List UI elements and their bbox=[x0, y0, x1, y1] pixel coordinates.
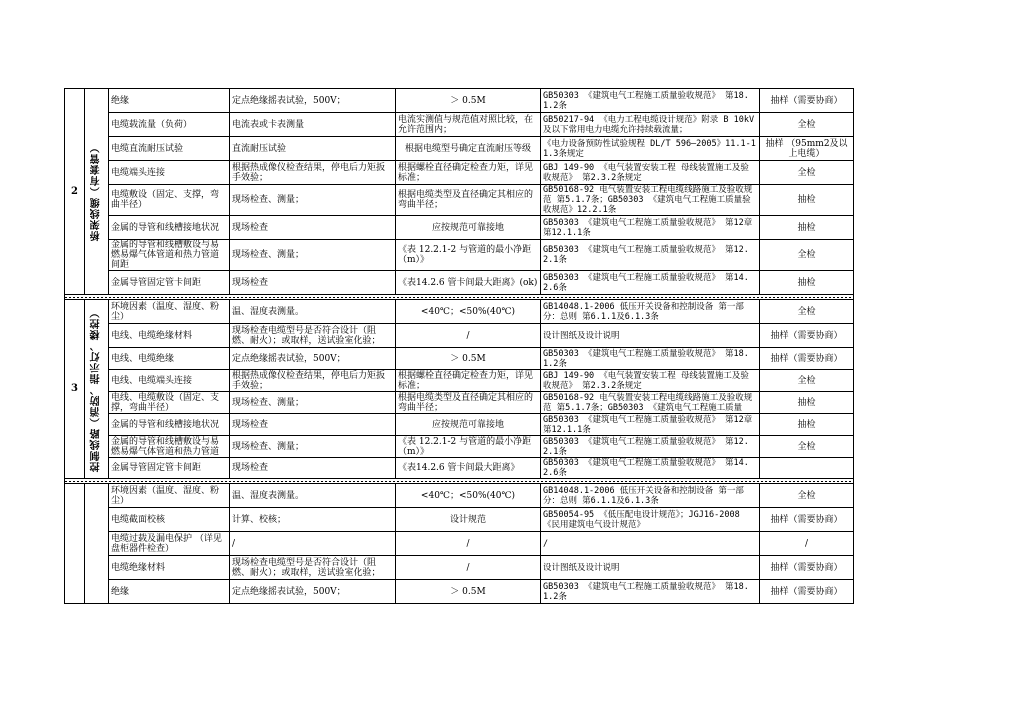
table-row bbox=[65, 113, 854, 137]
inspection-frequency: 全检 bbox=[760, 300, 854, 324]
inspection-item: 电缆绝缘材料 bbox=[109, 556, 230, 580]
table-row bbox=[65, 271, 854, 295]
inspection-frequency: 抽检 bbox=[760, 185, 854, 216]
inspection-method: 直流耐压试验 bbox=[230, 137, 396, 161]
table-row bbox=[65, 348, 854, 370]
reference-basis: GB50168-92 电气装置安装工程电缆线路施工及验收规范 第5.1.7条；GB50303 《建筑电气工程施工质量验收规范》12.2.1条 bbox=[541, 185, 760, 216]
inspection-method: 温、湿度表测量。 bbox=[230, 484, 396, 508]
inspection-method: / bbox=[230, 532, 396, 556]
inspection-method: 计算、校核； bbox=[230, 508, 396, 532]
acceptance-standard: 应按规范可靠接地 bbox=[396, 216, 541, 240]
acceptance-standard: ＞ 0.5M bbox=[396, 348, 541, 370]
inspection-item: 电缆截面校核 bbox=[109, 508, 230, 532]
table-row bbox=[65, 216, 854, 240]
table-row bbox=[65, 436, 854, 458]
acceptance-standard: 《表 12.2.1-2 与管道的最小净距（m）》 bbox=[396, 436, 541, 458]
inspection-frequency: 全检 bbox=[760, 240, 854, 271]
inspection-method: 现场检查电缆型号是否符合设计（阻燃、耐火）；或取样，送试验室化验； bbox=[230, 324, 396, 348]
section-category: 控制线路（消防、指示灯、楼控） bbox=[90, 306, 102, 472]
inspection-frequency: 抽检 bbox=[760, 414, 854, 436]
acceptance-standard: 根据电缆型号确定直流耐压等级 bbox=[396, 137, 541, 161]
reference-basis: GB50168-92 电气装置安装工程电缆线路施工及验收规范 第5.1.7条；GB50303 《建筑电气工程施工质量 bbox=[541, 392, 760, 414]
reference-basis: GB50303 《建筑电气工程施工质量验收规范》 第18.1.2条 bbox=[541, 348, 760, 370]
inspection-item: 金属的导管和线槽敷设与易燃易爆气体管道和热力管道 bbox=[109, 436, 230, 458]
reference-basis: 设计图纸及设计说明 bbox=[541, 556, 760, 580]
reference-basis: GBJ 149-90 《电气装置安装工程 母线装置施工及验收规范》 第2.3.2条规定 bbox=[541, 161, 760, 185]
acceptance-standard: / bbox=[396, 324, 541, 348]
inspection-frequency: / bbox=[760, 532, 854, 556]
inspection-frequency: 抽样（需要协商） bbox=[760, 348, 854, 370]
table-row bbox=[65, 370, 854, 392]
table-row bbox=[65, 392, 854, 414]
inspection-item: 环境因素（温度、湿度、粉尘） bbox=[109, 484, 230, 508]
table-row bbox=[65, 324, 854, 348]
acceptance-standard: <40℃；<50%(40℃) bbox=[396, 300, 541, 324]
inspection-item: 电缆直流耐压试验 bbox=[109, 137, 230, 161]
reference-basis: GB50217-94 《电力工程电缆设计规范》附录 B 10kV及以下常用电力电缆允许持续载流量； bbox=[541, 113, 760, 137]
reference-basis: 设计图纸及设计说明 bbox=[541, 324, 760, 348]
acceptance-standard: 应按规范可靠接地 bbox=[396, 414, 541, 436]
inspection-method: 现场检查 bbox=[230, 458, 396, 479]
reference-basis: GB50303 《建筑电气工程施工质量验收规范》 第12.2.1条 bbox=[541, 240, 760, 271]
inspection-method: 温、湿度表测量。 bbox=[230, 300, 396, 324]
inspection-frequency: 抽检 bbox=[760, 271, 854, 295]
inspection-item: 环境因素（温度、湿度、粉尘） bbox=[109, 300, 230, 324]
inspection-item: 绝缘 bbox=[109, 580, 230, 604]
acceptance-standard: ＞ 0.5M bbox=[396, 89, 541, 113]
inspection-item: 金属的导管和线槽接地状况 bbox=[109, 216, 230, 240]
table-row bbox=[65, 508, 854, 532]
inspection-item: 电线、电缆端头连接 bbox=[109, 370, 230, 392]
section-category: 桥架线缆（有套管） bbox=[90, 142, 102, 241]
reference-basis: 《电力设备预防性试验规程 DL/T 596—2005》11.1-11.3条规定 bbox=[541, 137, 760, 161]
inspection-frequency bbox=[760, 458, 854, 479]
inspection-frequency: 全检 bbox=[760, 161, 854, 185]
acceptance-standard: 根据电缆类型及直径确定其相应的弯曲半径； bbox=[396, 392, 541, 414]
inspection-frequency: 抽样（需要协商） bbox=[760, 580, 854, 604]
table-row bbox=[65, 556, 854, 580]
section-number bbox=[65, 484, 85, 604]
reference-basis: GB50303 《建筑电气工程施工质量验收规范》 第12.2.1条 bbox=[541, 436, 760, 458]
inspection-item: 电缆端头连接 bbox=[109, 161, 230, 185]
reference-basis: GB14048.1-2006 低压开关设备和控制设备 第一部分：总则 第6.1.1及6.1.3条 bbox=[541, 484, 760, 508]
inspection-method: 现场检查 bbox=[230, 271, 396, 295]
inspection-method: 定点绝缘摇表试验，500V； bbox=[230, 580, 396, 604]
table-row bbox=[65, 240, 854, 271]
inspection-item: 金属导管固定管卡间距 bbox=[109, 271, 230, 295]
reference-basis: GB50303 《建筑电气工程施工质量验收规范》 第12章 第12.1.1条 bbox=[541, 216, 760, 240]
table-row bbox=[65, 185, 854, 216]
reference-basis: GB50303 《建筑电气工程施工质量验收规范》 第18.1.2条 bbox=[541, 89, 760, 113]
reference-basis: GB50303 《建筑电气工程施工质量验收规范》 第12章 第12.1.1条 bbox=[541, 414, 760, 436]
reference-basis: GB14048.1-2006 低压开关设备和控制设备 第一部分：总则 第6.1.1及6.1.3条 bbox=[541, 300, 760, 324]
section-category-cell bbox=[85, 484, 109, 604]
acceptance-standard: / bbox=[396, 556, 541, 580]
inspection-item: 金属的导管和线槽敷设与易燃易爆气体管道和热力管道间距 bbox=[109, 240, 230, 271]
inspection-method: 定点绝缘摇表试验，500V； bbox=[230, 89, 396, 113]
table-row bbox=[65, 300, 854, 324]
table-body bbox=[65, 89, 854, 604]
inspection-item: 金属的导管和线槽接地状况 bbox=[109, 414, 230, 436]
inspection-frequency: 抽样（需要协商） bbox=[760, 324, 854, 348]
reference-basis: GB50054-95 《低压配电设计规范》；JGJ16-2008 《民用建筑电气设计规范》 bbox=[541, 508, 760, 532]
inspection-method: 现场检查、测量； bbox=[230, 240, 396, 271]
reference-basis: GB50303 《建筑电气工程施工质量验收规范》 第14.2.6条 bbox=[541, 458, 760, 479]
table-row bbox=[65, 137, 854, 161]
inspection-frequency: 全检 bbox=[760, 370, 854, 392]
inspection-method: 根据热成像仪检查结果，停电后力矩扳手效验； bbox=[230, 370, 396, 392]
table-row bbox=[65, 580, 854, 604]
inspection-frequency: 抽检 bbox=[760, 392, 854, 414]
inspection-method: 根据热成像仪检查结果，停电后力矩扳手效验； bbox=[230, 161, 396, 185]
inspection-frequency: 抽样（需要协商） bbox=[760, 89, 854, 113]
inspection-frequency: 抽样（需要协商） bbox=[760, 508, 854, 532]
inspection-method: 现场检查电缆型号是否符合设计（阻燃、耐火）；或取样，送试验室化验； bbox=[230, 556, 396, 580]
section-category-cell bbox=[85, 89, 109, 295]
inspection-item: 电缆载流量（负荷） bbox=[109, 113, 230, 137]
acceptance-standard: 电流实测值与规范值对照比较，在允许范围内； bbox=[396, 113, 541, 137]
inspection-item: 绝缘 bbox=[109, 89, 230, 113]
inspection-frequency: 抽检 bbox=[760, 216, 854, 240]
inspection-method: 现场检查、测量； bbox=[230, 392, 396, 414]
table-row bbox=[65, 161, 854, 185]
acceptance-standard: 根据螺栓直径确定检查力矩，详见标准； bbox=[396, 370, 541, 392]
acceptance-standard: 《表14.2.6 管卡间最大距离》(ok) bbox=[396, 271, 541, 295]
acceptance-standard: 《表14.2.6 管卡间最大距离》 bbox=[396, 458, 541, 479]
acceptance-standard: 根据螺栓直径确定检查力矩，详见标准； bbox=[396, 161, 541, 185]
inspection-item: 电缆敷设（固定、支撑，弯曲半径） bbox=[109, 185, 230, 216]
section-number: 3 bbox=[65, 300, 85, 479]
inspection-frequency: 抽样 （95mm2及以上电缆） bbox=[760, 137, 854, 161]
inspection-table bbox=[64, 88, 854, 604]
acceptance-standard: 设计规范 bbox=[396, 508, 541, 532]
inspection-frequency: 全检 bbox=[760, 436, 854, 458]
inspection-method: 电流表或卡表测量 bbox=[230, 113, 396, 137]
inspection-item: 电线、电缆绝缘材料 bbox=[109, 324, 230, 348]
inspection-item: 电线、电缆绝缘 bbox=[109, 348, 230, 370]
inspection-method: 现场检查 bbox=[230, 414, 396, 436]
inspection-item: 金属导管固定管卡间距 bbox=[109, 458, 230, 479]
inspection-frequency: 抽样（需要协商） bbox=[760, 556, 854, 580]
table-row bbox=[65, 414, 854, 436]
section-number: 2 bbox=[65, 89, 85, 295]
inspection-item: 电缆过载及漏电保护 （详见盘柜器件检查） bbox=[109, 532, 230, 556]
inspection-method: 现场检查、测量； bbox=[230, 436, 396, 458]
acceptance-standard: 根据电缆类型及直径确定其相应的弯曲半径； bbox=[396, 185, 541, 216]
table-row bbox=[65, 484, 854, 508]
inspection-item: 电线、电缆敷设（固定、支撑，弯曲半径） bbox=[109, 392, 230, 414]
acceptance-standard: / bbox=[396, 532, 541, 556]
table-row bbox=[65, 458, 854, 479]
reference-basis: GB50303 《建筑电气工程施工质量验收规范》 第14.2.6条 bbox=[541, 271, 760, 295]
reference-basis: / bbox=[541, 532, 760, 556]
inspection-method: 现场检查、测量； bbox=[230, 185, 396, 216]
inspection-frequency: 全检 bbox=[760, 113, 854, 137]
section-category-cell bbox=[85, 300, 109, 479]
reference-basis: GB50303 《建筑电气工程施工质量验收规范》 第18.1.2条 bbox=[541, 580, 760, 604]
table-row bbox=[65, 89, 854, 113]
acceptance-standard: <40℃；<50%(40℃) bbox=[396, 484, 541, 508]
reference-basis: GBJ 149-90 《电气装置安装工程 母线装置施工及验收规范》 第2.3.2条规定 bbox=[541, 370, 760, 392]
acceptance-standard: 《表 12.2.1-2 与管道的最小净距（m）》 bbox=[396, 240, 541, 271]
inspection-frequency: 全检 bbox=[760, 484, 854, 508]
inspection-method: 现场检查 bbox=[230, 216, 396, 240]
inspection-method: 定点绝缘摇表试验，500V； bbox=[230, 348, 396, 370]
table-row bbox=[65, 532, 854, 556]
acceptance-standard: ＞ 0.5M bbox=[396, 580, 541, 604]
